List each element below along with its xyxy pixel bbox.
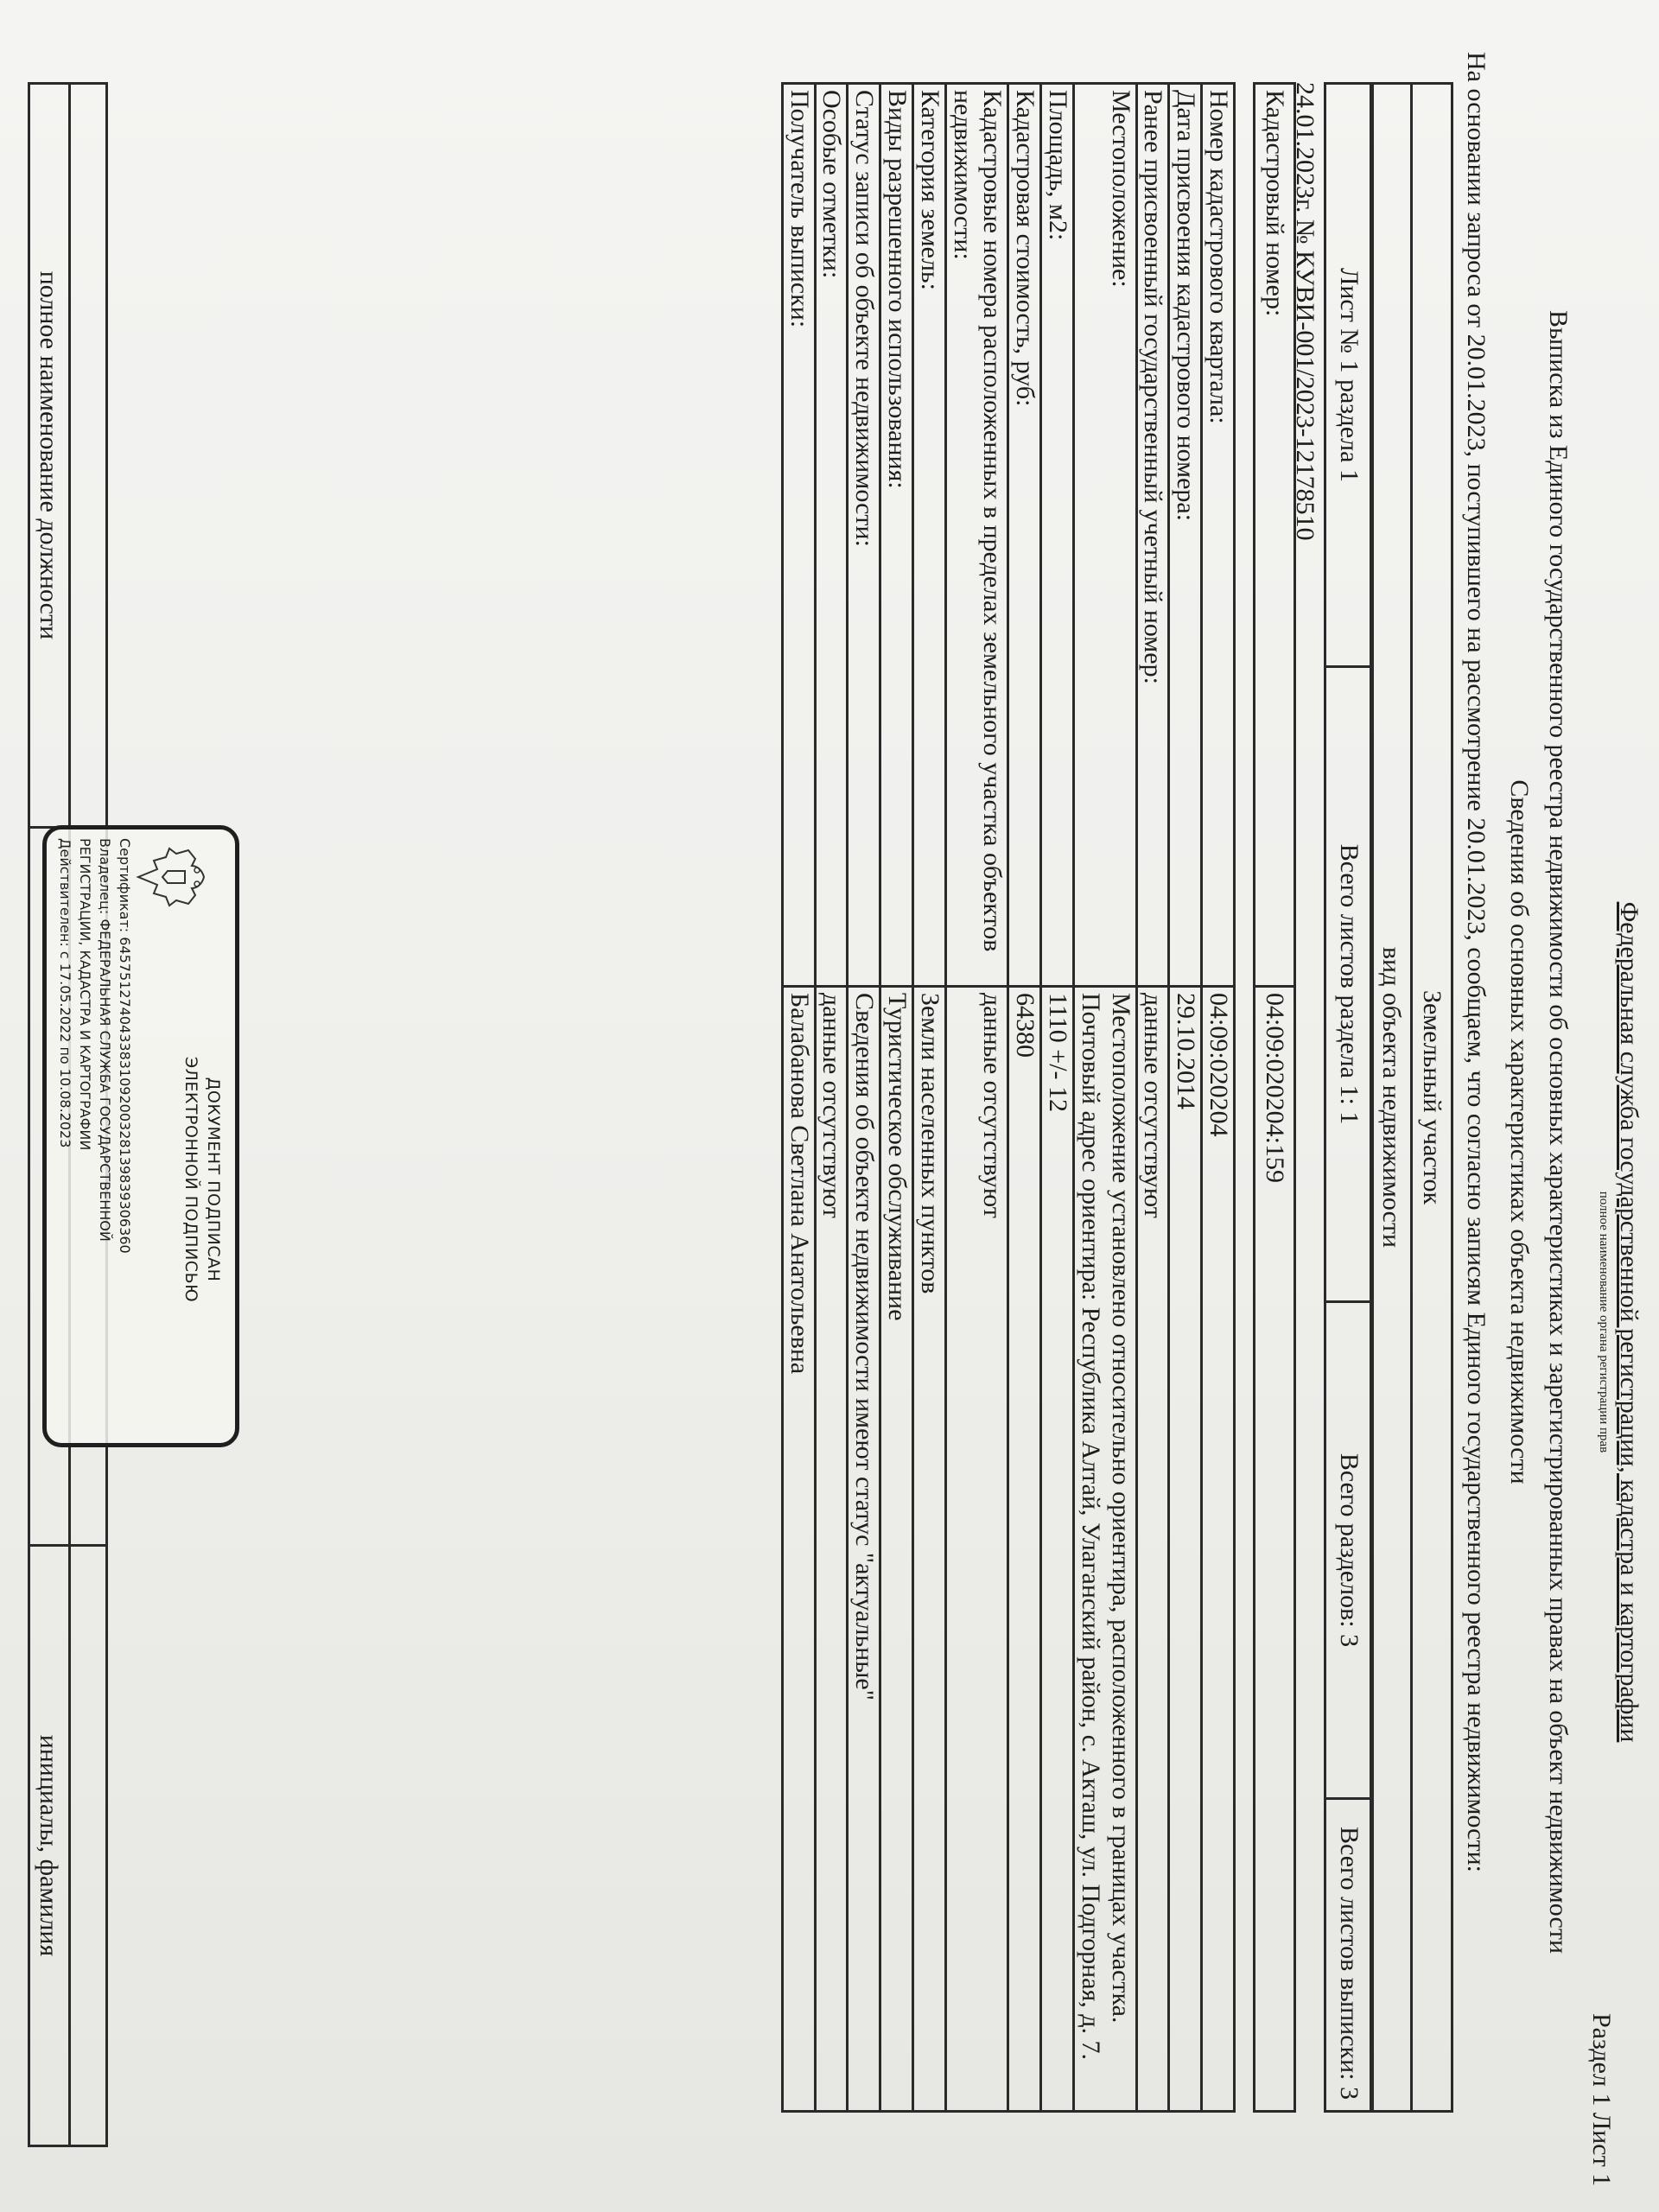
row-label: Кадастровая стоимость, руб: [1008, 84, 1041, 987]
row-label: Площадь, м2: [1041, 84, 1074, 987]
stamp-owner-cont: РЕГИСТРАЦИИ, КАДАСТРА И КАРТОГРАФИИ [77, 838, 93, 1151]
cadastral-number-label: Кадастровый номер: [1255, 84, 1295, 987]
table-row [782, 84, 815, 2112]
electronic-signature-stamp [42, 825, 239, 1447]
total-sections: Всего разделов: 3 [1325, 1302, 1373, 1799]
table-row [815, 84, 848, 2112]
table-row [1169, 84, 1202, 2112]
sheets-info-table [1324, 82, 1374, 2113]
row-value: 64380 [1008, 987, 1041, 2112]
row-label: Ранее присвоенный государственный учетный номер: [1136, 84, 1169, 987]
row-label: Номер кадастрового квартала: [1202, 84, 1235, 987]
row-label: Категория земель: [913, 84, 946, 987]
stamp-validity: Действителен: с 17.05.2022 по 10.08.2023 [57, 838, 73, 1148]
table-row [1041, 84, 1074, 2112]
row-value: Земли населенных пунктов [913, 987, 946, 2112]
row-label: Кадастровые номера расположенных в пределах земельного участка объектов недвижимости: [945, 84, 1008, 987]
object-type-table [1370, 82, 1453, 2113]
row-label: Дата присвоения кадастрового номера: [1169, 84, 1202, 987]
table-row [1202, 84, 1235, 2112]
position-caption: полное наименование должности [29, 84, 70, 828]
stamp-title: ДОКУМЕНТ ПОДПИСАН [204, 1077, 223, 1282]
table-row [1008, 84, 1041, 2112]
row-label: Местоположение: [1074, 84, 1137, 987]
cadastral-number-value: 04:09:020204:159 [1255, 987, 1295, 2112]
table-row [945, 84, 1008, 2112]
characteristics-table [781, 82, 1236, 2113]
row-value: Сведения об объекте недвижимости имеют статус "актуальные" [848, 987, 880, 2112]
cadastral-number-table [1253, 82, 1296, 2113]
stamp-subtitle: ЭЛЕКТРОННОЙ ПОДПИСЬЮ [181, 1056, 200, 1303]
row-label: Получатель выписки: [782, 84, 815, 987]
row-value: Туристическое обслуживание [880, 987, 913, 2112]
position-cell [70, 84, 107, 828]
organization-name: Федеральная служба государственной регистрации, кадастра и картографии [1615, 901, 1643, 1743]
initials-cell [70, 1546, 107, 2146]
sheet-number: Лист № 1 раздела 1 [1325, 84, 1373, 667]
object-type-caption: вид объекта недвижимости [1371, 84, 1412, 2112]
row-value: Местоположение установлено относительно ориентира, расположенного в границах участка. Почтовый адрес ориентира: Республика Алтай, Улаганский район, с. Акташ, ул. Подгорная, д. 7. [1074, 987, 1137, 2112]
row-value: Балабанова Светлана Анатольевна [782, 987, 815, 2112]
total-extract-sheets: Всего листов выписки: 3 [1325, 1799, 1373, 2112]
table-row [913, 84, 946, 2112]
row-value: 29.10.2014 [1169, 987, 1202, 2112]
extract-date-number: 24.01.2023г. № КУВИ-001/2023-12178510 [1291, 82, 1319, 541]
row-value: данные отсутствуют [815, 987, 848, 2112]
row-label: Виды разрешенного использования: [880, 84, 913, 987]
row-label: Особые отметки: [815, 84, 848, 987]
document-subtitle: Сведения об основных характеристиках объекта недвижимости [1505, 779, 1534, 1484]
stamp-owner: Владелец: ФЕДЕРАЛЬНАЯ СЛУЖБА ГОСУДАРСТВЕННОЙ [97, 838, 113, 1242]
table-row [880, 84, 913, 2112]
total-section-sheets: Всего листов раздела 1: 1 [1325, 667, 1373, 1302]
intro-paragraph: На основании запроса от 20.01.2023, поступившего на рассмотрение 20.01.2023, сообщаем, что согласно записям Единого государственного реестра недвижимости: [1462, 52, 1491, 1873]
table-row [1136, 84, 1169, 2112]
row-label: Статус записи об объекте недвижимости: [848, 84, 880, 987]
document-title: Выписка из Единого государственного реестра недвижимости об основных характеристиках и зарегистрированных правах на объект недвижимости [1544, 309, 1573, 1954]
section-mark: Раздел 1 Лист 1 [1587, 2013, 1616, 2187]
row-value: данные отсутствуют [1136, 987, 1169, 2112]
row-value: 04:09:020204 [1202, 987, 1235, 2112]
row-value: 1110 +/- 12 [1041, 987, 1074, 2112]
stamp-certificate: Сертификат: 645751274043383109200328139839306360 [117, 838, 133, 1254]
coat-of-arms-icon [128, 842, 211, 912]
organization-caption: полное наименование органа регистрации прав [1597, 1191, 1611, 1453]
row-value: данные отсутствуют [945, 987, 1008, 2112]
table-row [848, 84, 880, 2112]
table-row [1074, 84, 1137, 2112]
initials-caption: инициалы, фамилия [29, 1546, 70, 2146]
object-type: Земельный участок [1412, 84, 1452, 2112]
